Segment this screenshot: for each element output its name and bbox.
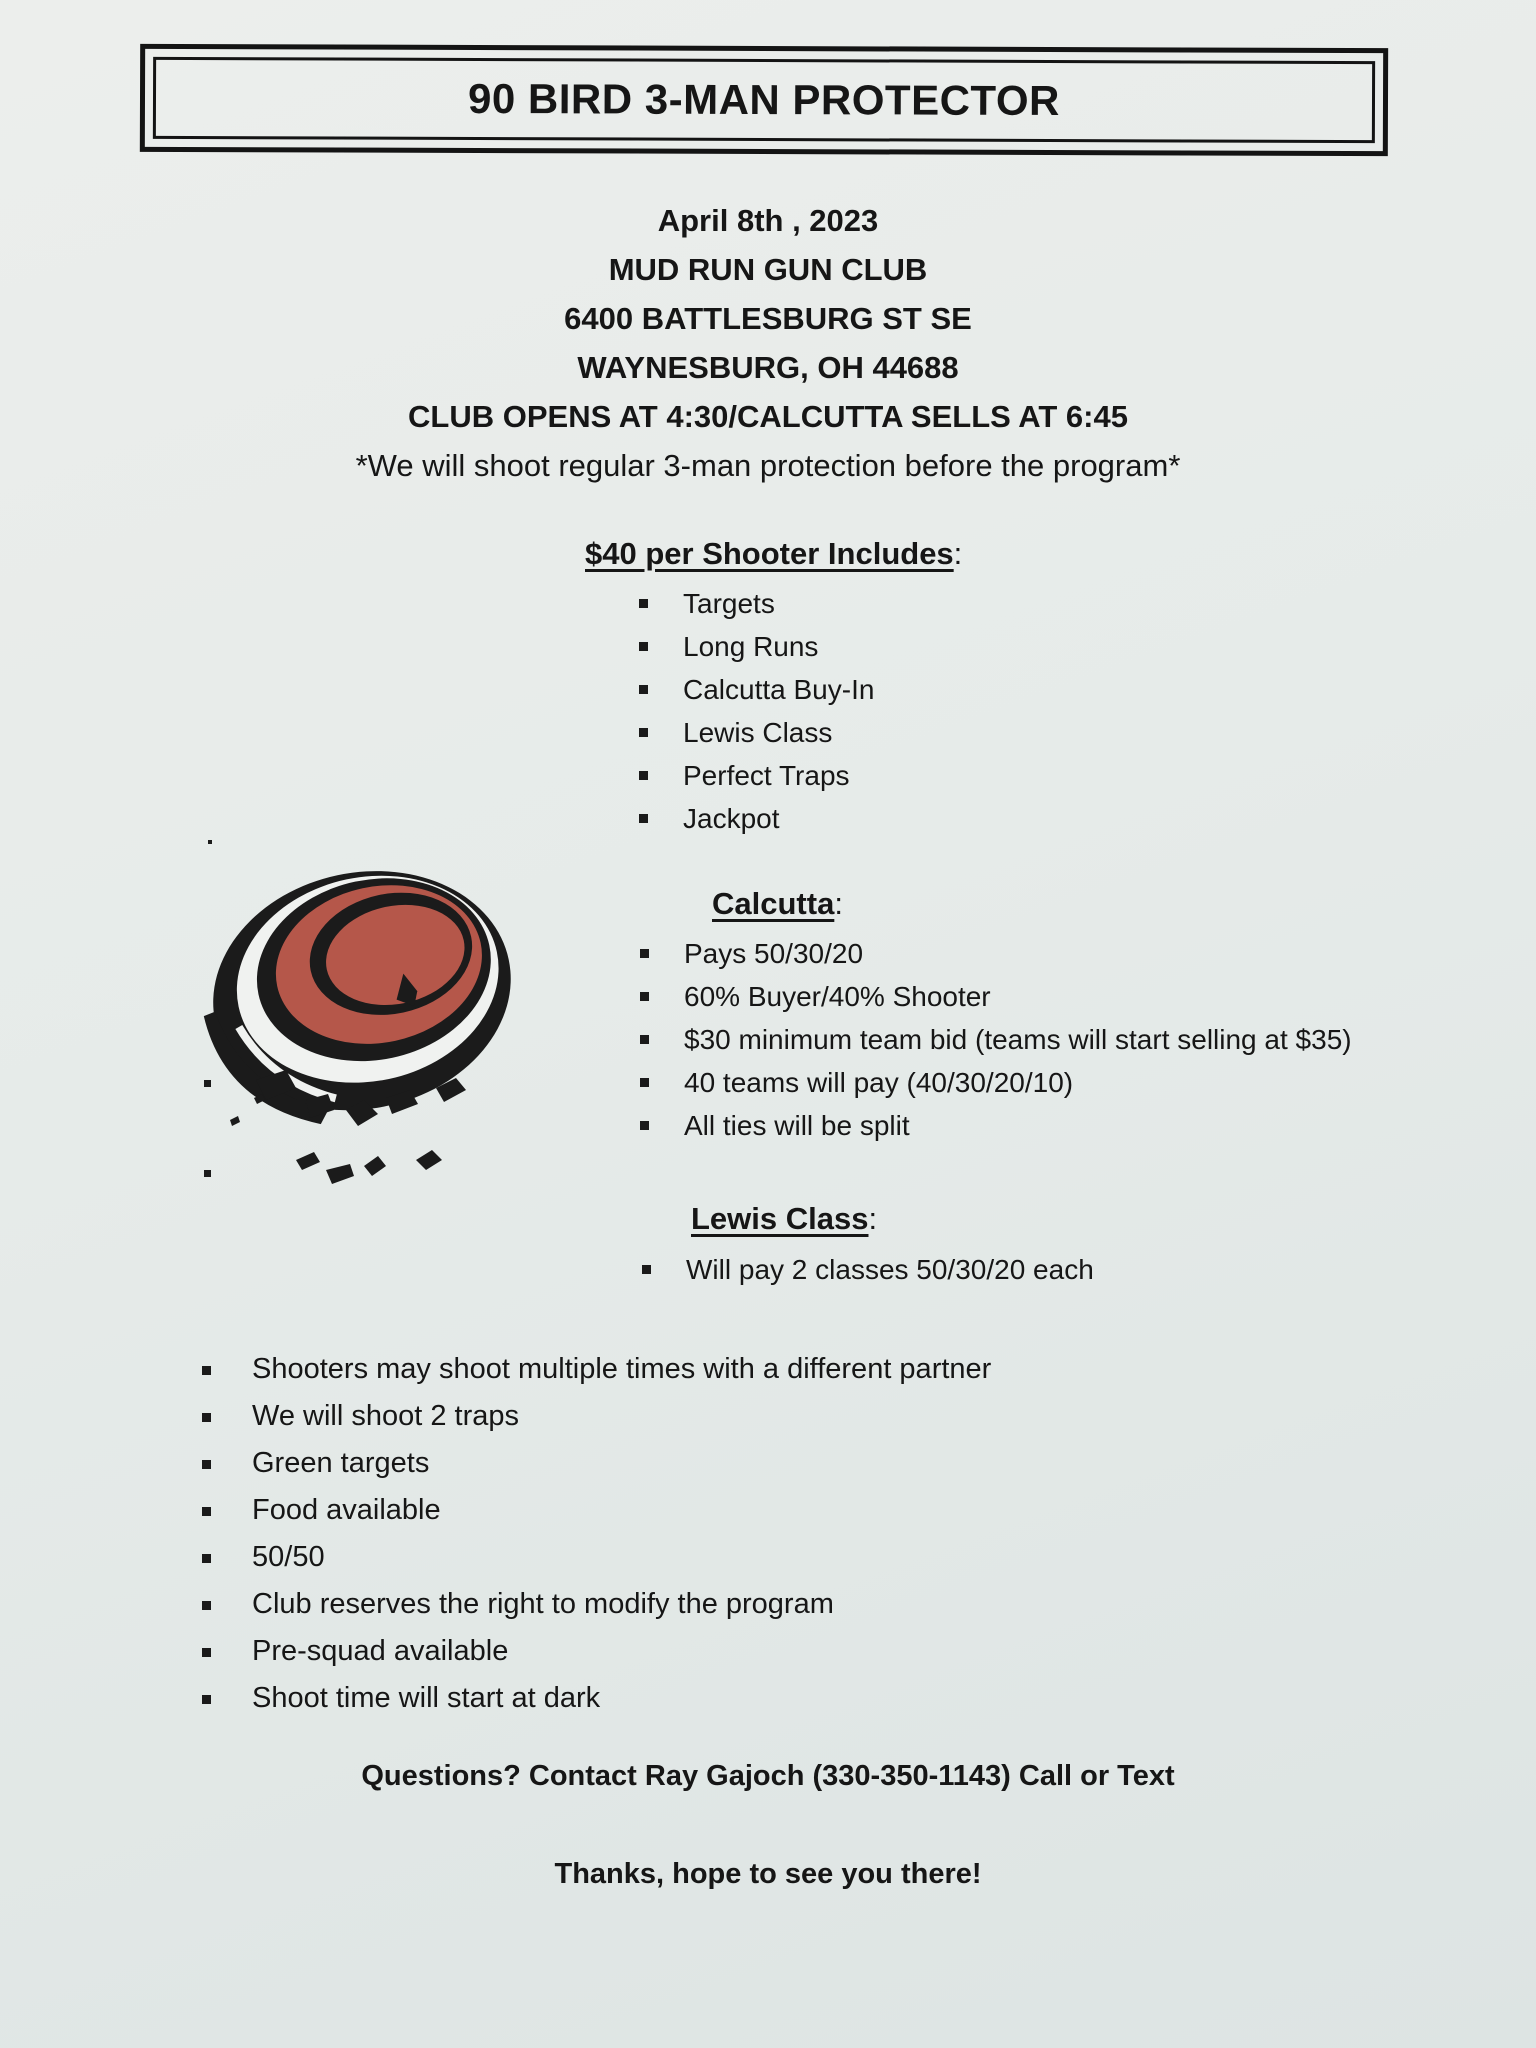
list-item: Shooters may shoot multiple times with a different partner <box>200 1346 991 1393</box>
clay-target-icon <box>196 830 536 1210</box>
title-inner-frame <box>153 57 1375 143</box>
list-item: Pays 50/30/20 <box>640 932 1352 975</box>
club-hours: CLUB OPENS AT 4:30/CALCUTTA SELLS AT 6:45 <box>408 399 1128 434</box>
calcutta-heading: Calcutta: <box>712 886 843 921</box>
list-item: 40 teams will pay (40/30/20/10) <box>640 1061 1352 1104</box>
event-date: April 8th , 2023 <box>657 203 879 238</box>
list-item: Jackpot <box>639 797 874 840</box>
lewis-list <box>642 1248 1094 1291</box>
list-item: Calcutta Buy-In <box>639 668 874 711</box>
list-item: 60% Buyer/40% Shooter <box>640 975 1352 1018</box>
list-item: Food available <box>200 1487 991 1534</box>
contact-text: Questions? Contact Ray Gajoch (330-350-1143) Call or Text <box>361 1760 1175 1792</box>
lewis-heading: Lewis Class: <box>691 1201 878 1236</box>
list-item: We will shoot 2 traps <box>200 1393 991 1440</box>
list-item: 50/50 <box>200 1534 991 1581</box>
page-title: 90 BIRD 3-MAN PROTECTOR <box>468 74 1060 125</box>
program-note: *We will shoot regular 3-man protection before the program* <box>355 448 1181 483</box>
includes-heading-text: $40 per Shooter Includes <box>585 536 954 571</box>
list-item: All ties will be split <box>640 1104 1352 1147</box>
club-street: 6400 BATTLESBURG ST SE <box>564 301 972 336</box>
closing-text: Thanks, hope to see you there! <box>554 1858 982 1890</box>
general-list <box>200 1346 991 1722</box>
title-box <box>140 44 1388 156</box>
list-item: Pre-squad available <box>200 1628 991 1675</box>
calcutta-heading-text: Calcutta <box>712 886 835 921</box>
closing-line <box>0 1858 1536 1891</box>
list-item: $30 minimum team bid (teams will start selling at $35) <box>640 1018 1352 1061</box>
includes-list <box>639 582 874 840</box>
list-item: Long Runs <box>639 625 874 668</box>
club-city: WAYNESBURG, OH 44688 <box>577 350 959 385</box>
list-item: Will pay 2 classes 50/30/20 each <box>642 1248 1094 1291</box>
calcutta-list <box>640 932 1352 1147</box>
list-item: Green targets <box>200 1440 991 1487</box>
event-header <box>0 196 1536 490</box>
list-item: Lewis Class <box>639 711 874 754</box>
list-item: Club reserves the right to modify the program <box>200 1581 991 1628</box>
club-name: MUD RUN GUN CLUB <box>608 252 928 287</box>
contact-line <box>0 1760 1536 1793</box>
lewis-heading-text: Lewis Class <box>691 1201 869 1236</box>
list-item: Shoot time will start at dark <box>200 1675 991 1722</box>
list-item: Perfect Traps <box>639 754 874 797</box>
list-item: Targets <box>639 582 874 625</box>
includes-heading: $40 per Shooter Includes: <box>585 536 963 571</box>
